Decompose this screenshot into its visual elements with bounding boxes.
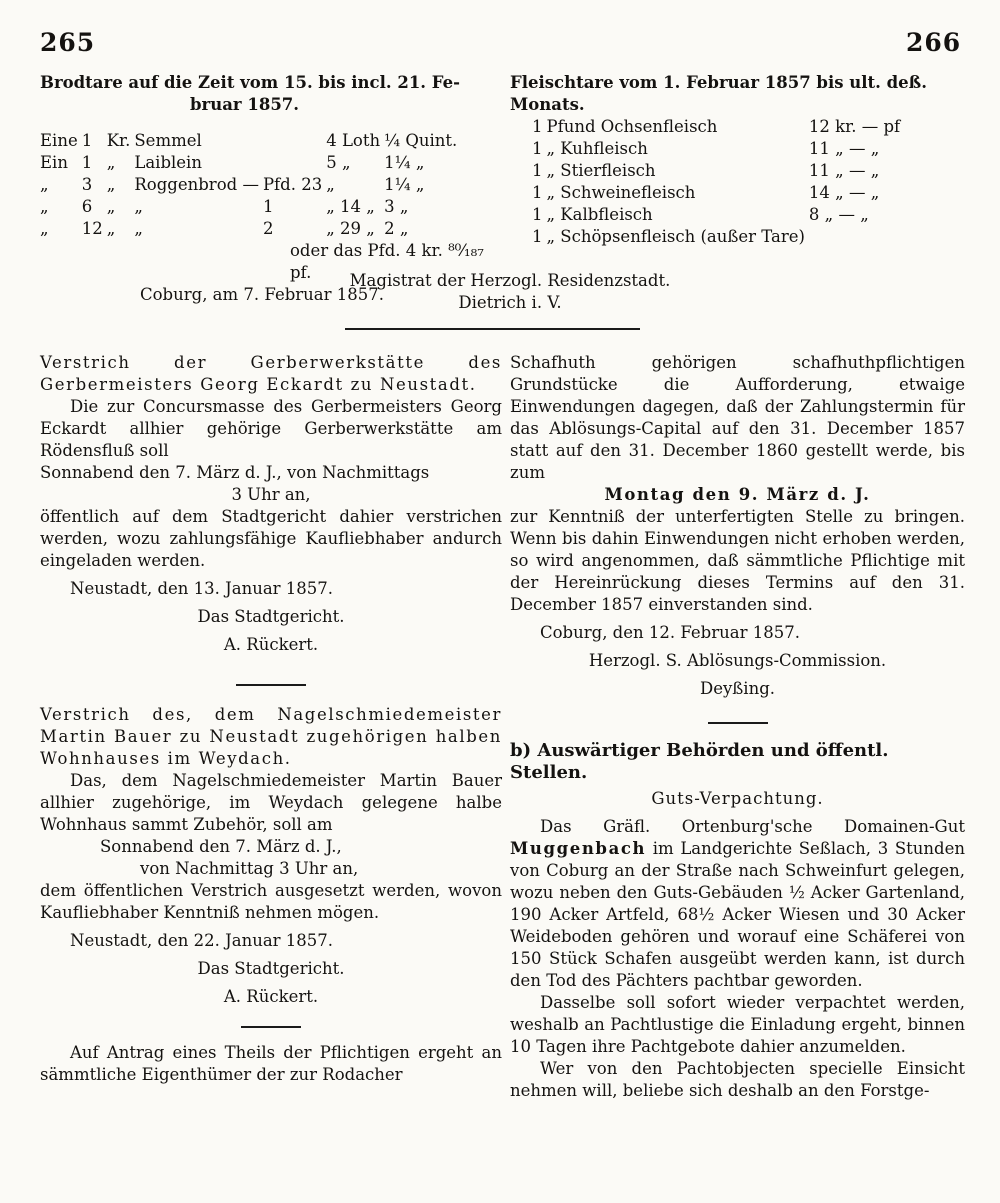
brot-cell: „ 29 „ — [326, 219, 375, 238]
brot-cell: „ — [40, 219, 49, 238]
nagel-time-line: von Nachmittag 3 Uhr an, — [140, 859, 359, 878]
gerber-place-date: Neustadt, den 13. Januar 1857. — [70, 579, 334, 598]
fleisch-row — [532, 204, 904, 226]
guts-body-1c: im Landgerichte Seßlach, 3 Stunden von Coburg an der Straße nach Schweinfurt gelegen, wozu neben den Guts-Gebäuden ½ Acker Gartenland, 190 Acker Artfeld, 68½ Acker Wiesen und 30 Acker Weideboden gehören und worauf eine Schäferei von 150 Stück Schafen ausgeübt werden kann, ist durch den Tod des Pächters pachtbar geworden. — [510, 839, 965, 990]
fleisch-cell: 1 — [532, 227, 543, 246]
fleisch-cell: 12 kr. — pf — [808, 117, 901, 136]
brot-cell: Eine — [40, 131, 78, 150]
brot-cell: Semmel — [134, 131, 202, 150]
gerber-time-line: 3 Uhr an, — [231, 485, 311, 504]
brot-cell: „ — [134, 219, 143, 238]
fleisch-cell: „ Schöpsenfleisch (außer Tare) — [546, 227, 805, 246]
page-number-left: 265 — [40, 28, 96, 57]
brot-cell: ¼ Quint. — [384, 131, 458, 150]
brot-cell: 5 „ — [326, 153, 351, 172]
nagel-notice — [40, 704, 502, 1008]
brot-cell — [263, 152, 326, 174]
nagel-signer: A. Rückert. — [223, 987, 319, 1006]
antrag-authority: Herzogl. S. Ablösungs-Commission. — [588, 651, 887, 670]
fleisch-cell — [809, 226, 904, 248]
brot-cell: Pfd. 23 — [262, 175, 323, 194]
fleisch-cell: 11 „ — „ — [808, 161, 880, 180]
fleisch-row — [532, 182, 904, 204]
fleisch-cell: 11 „ — „ — [808, 139, 880, 158]
antrag-body-2: zur Kenntniß der unterfertigten Stelle zu bringen. Wenn bis dahin Einwendungen nicht erhoben werden, so wird angenommen, daß sämmtliche Pflichtige mit der Hereinrückung dieses Termins auf den 31. December 1857 einverstanden sind. — [510, 507, 965, 614]
brot-cell: 1¼ „ — [384, 175, 425, 194]
page-number-right: 266 — [906, 28, 962, 57]
brot-cell: „ — [106, 219, 116, 238]
gerber-date-line: Sonnabend den 7. März d. J., von Nachmittags — [40, 463, 430, 482]
fleisch-cell: 1 — [532, 161, 543, 180]
brot-row — [40, 130, 461, 152]
divider — [345, 328, 640, 330]
guts-title: Guts-Verpachtung. — [651, 789, 824, 808]
antrag-signer: Deyßing. — [699, 679, 776, 698]
brot-cell: „ — [106, 153, 116, 172]
left-column — [40, 352, 502, 1086]
brot-cell: 1 — [262, 197, 274, 216]
fleisch-cell: „ Kuhfleisch — [546, 139, 648, 158]
fleisch-cell: „ Kalbfleisch — [546, 205, 653, 224]
fleisch-title: Fleischtare vom 1. Februar 1857 bis ult. deß. Monats. — [510, 73, 927, 114]
fleisch-cell: „ Stierfleisch — [546, 161, 656, 180]
brot-cell: „ — [106, 175, 116, 194]
antrag-body-1: Schafhuth gehörigen schafhuthpflichtigen Grundstücke die Aufforderung, etwaige Einwendungen dagegen, daß der Zahlungstermin für das Ablösungs-Capital auf den 31. December 1857 statt auf den 31. December 1860 gestellt werde, bis zum — [510, 353, 965, 482]
guts-body-1a: Das Gräfl. Ortenburg'sche Domainen-Gut — [540, 817, 965, 836]
brot-cell: „ 14 „ — [326, 197, 375, 216]
brot-cell: 12 — [81, 219, 103, 238]
fleisch-cell: 1 — [532, 139, 543, 158]
divider — [241, 1026, 301, 1028]
brot-cell: Kr. — [106, 131, 131, 150]
nagel-date-line: Sonnabend den 7. März d. J., — [100, 837, 342, 856]
nagel-body-2: dem öffentlichen Verstrich ausgesetzt werden, wovon Kaufliebhaber Kenntniß nehmen mögen. — [40, 881, 502, 922]
brot-cell: Laiblein — [134, 153, 202, 172]
nagel-place-date: Neustadt, den 22. Januar 1857. — [70, 931, 334, 950]
fleisch-cell: 1 — [532, 183, 543, 202]
brot-row — [40, 174, 461, 196]
gerber-title: Verstrich der Gerberwerkstätte des Gerbermeisters Georg Eckardt zu Neustadt. — [40, 353, 502, 394]
brot-cell: 2 „ — [384, 219, 409, 238]
brot-cell: 4 Loth — [326, 131, 381, 150]
fleisch-row — [532, 160, 904, 182]
guts-body-3: Wer von den Pachtobjecten specielle Einsicht nehmen will, beliebe sich deshalb an den Forstge- — [510, 1059, 965, 1100]
brot-cell: Roggenbrod — — [134, 175, 259, 194]
fleisch-row — [532, 226, 904, 248]
brot-cell: 3 — [81, 175, 93, 194]
divider — [236, 684, 306, 686]
divider — [708, 722, 768, 724]
guts-estate-name: Muggenbach — [510, 839, 647, 858]
brot-cell: „ — [134, 197, 143, 216]
brot-cell: „ — [40, 197, 49, 216]
fleisch-row — [532, 116, 904, 138]
gerber-court: Das Stadtgericht. — [197, 607, 345, 626]
brot-cell: „ — [40, 175, 49, 194]
nagel-title: Verstrich des, dem Nagelschmiedemeister Martin Bauer zu Neustadt zugehörigen halben Wohnhauses im Weydach. — [40, 705, 502, 768]
section-b-heading: b) Auswärtiger Behörden und öffentl. Stellen. — [510, 740, 889, 783]
antrag-left-body: Auf Antrag eines Theils der Pflichtigen ergeht an sämmtliche Eigenthümer der zur Rodacher — [40, 1043, 502, 1084]
brot-cell: „ — [326, 175, 335, 194]
fleisch-tax-section — [510, 72, 965, 248]
brot-title-line1: Brodtare auf die Zeit vom 15. bis incl. 21. Fe- — [40, 73, 460, 92]
fleisch-cell: 1 — [532, 117, 543, 136]
guts-body-1 — [510, 816, 965, 992]
brot-row — [40, 152, 461, 174]
nagel-court: Das Stadtgericht. — [197, 959, 345, 978]
brot-cell: 1 — [81, 153, 93, 172]
brot-cell: 1 — [81, 131, 93, 150]
fleisch-cell: 8 „ — „ — [808, 205, 869, 224]
nagel-body-1: Das, dem Nagelschmiedemeister Martin Bauer allhier zugehörige, im Weydach gelegene halbe Wohnhaus sammt Zubehör, soll am — [40, 771, 502, 834]
brot-cell: 2 — [262, 219, 274, 238]
fleisch-table — [532, 116, 904, 248]
fleisch-cell: „ Schweinefleisch — [546, 183, 696, 202]
brot-place-date: Coburg, am 7. Februar 1857. — [140, 285, 384, 304]
gerber-notice — [40, 352, 502, 656]
guts-body-2: Dasselbe soll sofort wieder verpachtet werden, weshalb an Pachtlustige die Einladung ergeht, binnen 10 Tagen ihre Pachtgebote dahier anzumelden. — [510, 993, 965, 1056]
brot-cell: 1¼ „ — [384, 153, 425, 172]
gerber-body-1: Die zur Concursmasse des Gerbermeisters Georg Eckardt allhier gehörige Gerberwerkstätte am Rödensfluß soll — [40, 397, 502, 460]
right-column — [510, 352, 965, 1102]
brot-cell: „ — [106, 197, 116, 216]
fleisch-row — [532, 138, 904, 160]
brot-or-line: oder das Pfd. 4 kr. ⁸⁰⁄₁₈₇ pf. — [290, 241, 484, 282]
brot-cell: Ein — [40, 153, 68, 172]
gerber-body-2: öffentlich auf dem Stadtgericht dahier verstrichen werden, wozu zahlungsfähige Kaufliebhaber andurch eingeladen werden. — [40, 507, 502, 570]
brot-title-line2: bruar 1857. — [190, 95, 300, 114]
brot-cell — [263, 130, 326, 152]
fleisch-cell: 1 — [532, 205, 543, 224]
brot-table — [40, 130, 461, 240]
brot-row — [40, 218, 461, 240]
brot-authority: Magistrat der Herzogl. Residenzstadt. — [349, 271, 671, 290]
brot-authority-block — [300, 270, 720, 314]
gerber-signer: A. Rückert. — [223, 635, 319, 654]
antrag-notice — [510, 352, 965, 700]
antrag-date-line: Montag den 9. März d. J. — [604, 485, 871, 504]
brot-row — [40, 196, 461, 218]
brot-cell: 6 — [81, 197, 93, 216]
fleisch-cell: 14 „ — „ — [808, 183, 880, 202]
brot-cell: 3 „ — [384, 197, 409, 216]
fleisch-cell: Pfund Ochsenfleisch — [546, 117, 718, 136]
brot-signer: Dietrich i. V. — [458, 293, 562, 312]
antrag-place-date: Coburg, den 12. Februar 1857. — [540, 623, 800, 642]
